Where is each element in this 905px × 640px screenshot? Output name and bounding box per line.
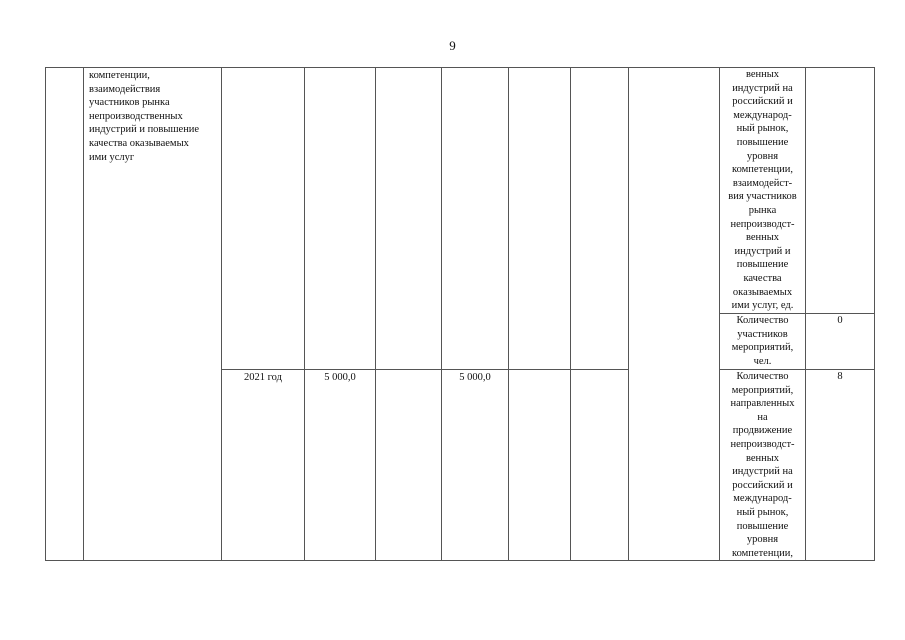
federal-budget-cell-2021 [376, 370, 442, 561]
indicator-line: международ- [733, 109, 792, 121]
indicator-line: непроизводст- [730, 218, 795, 230]
indicator-line: направленных [730, 398, 795, 410]
year-cell-2021: 2021 год [222, 370, 305, 561]
indicator-line: ный рынок, [736, 506, 789, 518]
indicator-events-cell [720, 68, 806, 314]
other-sources-cell-2021 [571, 370, 629, 561]
program-name-line: качества оказываемых [89, 137, 189, 149]
local-budget-cell-2020 [509, 68, 571, 370]
indicator-line: на [757, 411, 768, 423]
federal-budget-cell-2020 [376, 68, 442, 370]
indicator-line: Количество [736, 315, 789, 326]
indicator-line: непроизводст- [730, 438, 795, 450]
total-cell-2020 [305, 68, 376, 370]
page-number: 9 [449, 38, 456, 53]
indicator-line: венных [745, 452, 780, 464]
indicator-line: индустрий и [734, 245, 791, 257]
indicator-line: мероприятий, [731, 342, 794, 354]
indicator-line: российский и [732, 479, 793, 491]
indicator-events-value-cell [806, 68, 875, 314]
program-name-line: ими услуг [89, 151, 135, 163]
other-sources-cell-2020 [571, 68, 629, 370]
indicator-line: повышение [736, 136, 789, 148]
indicator-line: российский и [732, 96, 793, 108]
indicator-line: участников [737, 328, 788, 340]
indicator-line: вия участников [728, 191, 797, 203]
indicator-line: компетенции, [732, 164, 793, 176]
indicator-line: взаимодейст- [732, 177, 793, 189]
executor-cell [629, 68, 720, 561]
indicator-line: повышение [736, 520, 789, 532]
indicator-line: уровня [746, 150, 779, 162]
program-name-line: участников рынка [89, 97, 170, 109]
year-cell-2020 [222, 68, 305, 370]
indicator-line: компетенции, [732, 547, 793, 559]
indicator-line: венных [745, 69, 780, 80]
program-table [45, 67, 875, 561]
program-name-line: индустрий и повышение [89, 124, 200, 136]
indicator-line: чел. [753, 355, 772, 367]
indicator-line: венных [745, 232, 780, 244]
regional-budget-cell-2021: 5 000,0 [442, 370, 509, 561]
indicator-line: Количество [736, 371, 789, 382]
local-budget-cell-2021 [509, 370, 571, 561]
indicator-line: мероприятий, [731, 384, 794, 396]
program-name-line: компетенции, [89, 70, 150, 81]
indicator-participants-cell [720, 314, 806, 370]
indicator-line: индустрий на [732, 82, 793, 94]
indicator-events-2021-value: 8 [806, 370, 875, 561]
regional-budget-cell-2020 [442, 68, 509, 370]
indicator-line: ими услуг, ед. [731, 300, 794, 312]
indicator-line: индустрий на [732, 466, 793, 478]
indicator-events-2021-cell [720, 370, 806, 561]
indicator-line: повышение [736, 259, 789, 271]
total-cell-2021: 5 000,0 [305, 370, 376, 561]
program-name-cell [84, 68, 222, 561]
indicator-line: качества [743, 272, 782, 284]
program-name-line: непроизводственных [89, 110, 183, 122]
program-name-line: взаимодействия [89, 83, 161, 95]
indicator-line: уровня [746, 534, 779, 546]
indicator-line: международ- [733, 493, 792, 505]
indicator-line: продвижение [732, 425, 793, 437]
indicator-participants-value: 0 [806, 314, 875, 370]
indicator-line: ный рынок, [736, 123, 789, 135]
indicator-line: оказываемых [732, 286, 793, 298]
indicator-line: рынка [748, 204, 777, 216]
row-number-cell [46, 68, 84, 561]
